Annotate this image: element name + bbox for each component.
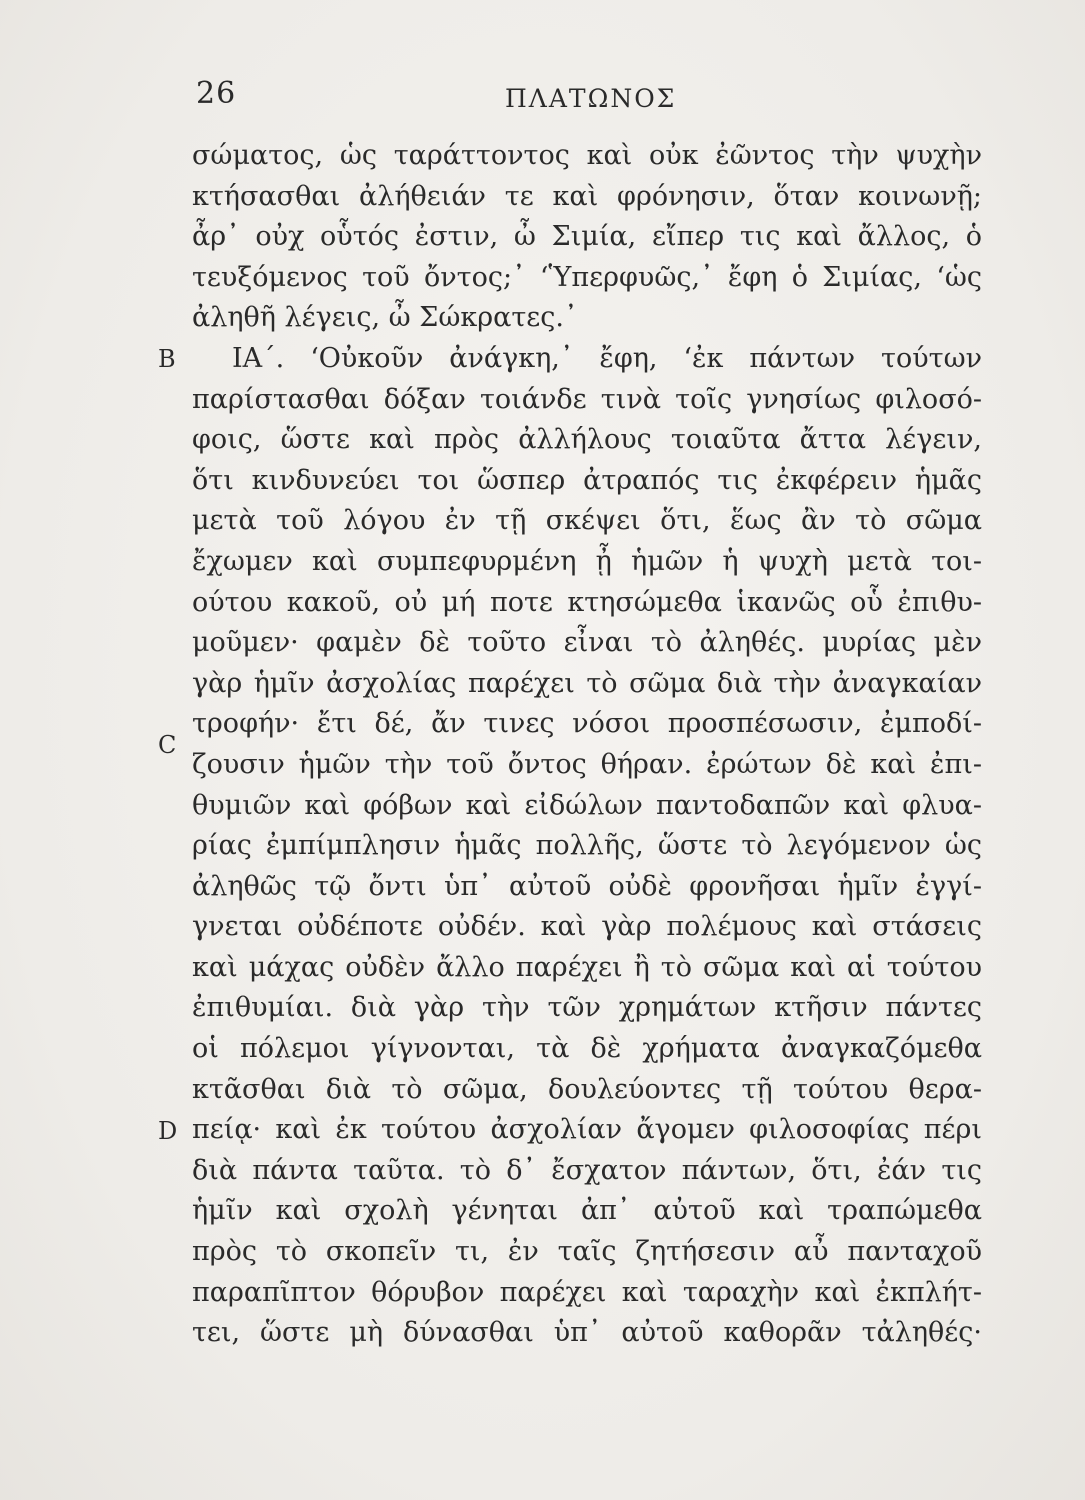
text-line: ρίας ἐμπίμπλησιν ἡμᾶς πολλῆς, ὥστε τὸ λεγόμενον ὡς bbox=[192, 830, 982, 862]
text-line: τει, ὥστε μὴ δύνασθαι ὑπ᾽ αὐτοῦ καθορᾶν τἀληθές· bbox=[192, 1317, 982, 1349]
text-line: κτᾶσθαι διὰ τὸ σῶμα, δουλεύοντες τῇ τούτου θερα- bbox=[192, 1073, 982, 1105]
text-line: παραπῖπτον θόρυβον παρέχει καὶ ταραχὴν καὶ ἐκπλήτ- bbox=[192, 1276, 982, 1308]
text-line: γὰρ ἡμῖν ἀσχολίας παρέχει τὸ σῶμα διὰ τὴν ἀναγκαίαν bbox=[192, 667, 982, 699]
text-line: διὰ πάντα ταῦτα. τὸ δ᾽ ἔσχατον πάντων, ὅτι, ἐάν τις bbox=[192, 1154, 982, 1186]
running-head: ΠΛΑΤΩΝΟΣ bbox=[505, 84, 677, 113]
text-line: φοις, ὥστε καὶ πρὸς ἀλλήλους τοιαῦτα ἄττα λέγειν, bbox=[192, 424, 982, 456]
text-line: ούτου κακοῦ, οὐ μή ποτε κτησώμεθα ἱκανῶς οὗ ἐπιθυ- bbox=[192, 586, 982, 618]
body-text bbox=[192, 136, 982, 1354]
text-line: ἆρ᾽ οὐχ οὗτός ἐστιν, ὦ Σιμία, εἴπερ τις καὶ ἄλλος, ὁ bbox=[192, 221, 982, 253]
text-line: παρίστασθαι δόξαν τοιάνδε τινὰ τοῖς γνησίως φιλοσό- bbox=[192, 383, 982, 415]
text-line: σώματος, ὡς ταράττοντος καὶ οὐκ ἐῶντος τὴν ψυχὴν bbox=[192, 140, 982, 171]
text-line: οἱ πόλεμοι γίγνονται, τὰ δὲ χρήματα ἀναγκαζόμεθα bbox=[192, 1033, 982, 1065]
text-line: ὅτι κινδυνεύει τοι ὥσπερ ἀτραπός τις ἐκφέρειν ἡμᾶς bbox=[192, 464, 982, 496]
margin-mark-b: B bbox=[158, 345, 176, 373]
text-line: θυμιῶν καὶ φόβων καὶ εἰδώλων παντοδαπῶν καὶ φλυα- bbox=[192, 789, 982, 821]
text-line: τευξόμενος τοῦ ὄντος;᾽ ‘Ὑπερφυῶς,᾽ ἔφη ὁ Σιμίας, ‘ὡς bbox=[192, 261, 982, 293]
page-number: 26 bbox=[196, 76, 237, 111]
text-line: μετὰ τοῦ λόγου ἐν τῇ σκέψει ὅτι, ἕως ἂν τὸ σῶμα bbox=[192, 505, 982, 537]
text-line: καὶ μάχας οὐδὲν ἄλλο παρέχει ἢ τὸ σῶμα καὶ αἱ τούτου bbox=[192, 951, 982, 983]
margin-mark-c: C bbox=[158, 731, 177, 759]
text-line: ἀληθῆ λέγεις, ὦ Σώκρατες.᾽ bbox=[192, 302, 578, 334]
margin-mark-d: D bbox=[158, 1117, 178, 1145]
text-line: πείᾳ· καὶ ἐκ τούτου ἀσχολίαν ἄγομεν φιλοσοφίας πέρι bbox=[192, 1114, 982, 1146]
text-line: τροφήν· ἔτι δέ, ἄν τινες νόσοι προσπέσωσιν, ἐμποδί- bbox=[192, 708, 982, 740]
text-line: μοῦμεν· φαμὲν δὲ τοῦτο εἶναι τὸ ἀληθές. μυρίας μὲν bbox=[192, 627, 982, 659]
text-line: γνεται οὐδέποτε οὐδέν. καὶ γὰρ πολέμους καὶ στάσεις bbox=[192, 911, 982, 943]
text-line: ἡμῖν καὶ σχολὴ γένηται ἀπ᾽ αὐτοῦ καὶ τραπώμεθα bbox=[192, 1195, 982, 1227]
text-line: κτήσασθαι ἀλήθειάν τε καὶ φρόνησιν, ὅταν κοινωνῇ; bbox=[192, 180, 982, 212]
text-line: ἀληθῶς τῷ ὄντι ὑπ᾽ αὐτοῦ οὐδὲ φρονῆσαι ἡμῖν ἐγγί- bbox=[192, 870, 982, 902]
text-line: ἐπιθυμίαι. διὰ γὰρ τὴν τῶν χρημάτων κτῆσιν πάντες bbox=[192, 992, 982, 1024]
text-line: πρὸς τὸ σκοπεῖν τι, ἐν ταῖς ζητήσεσιν αὖ πανταχοῦ bbox=[192, 1236, 982, 1268]
text-line: ζουσιν ἡμῶν τὴν τοῦ ὄντος θήραν. ἐρώτων δὲ καὶ ἐπι- bbox=[192, 748, 982, 780]
text-line: ἔχωμεν καὶ συμπεφυρμένη ᾖ ἡμῶν ἡ ψυχὴ μετὰ τοι- bbox=[192, 545, 982, 577]
text-line: ΙΑ΄. ‘Οὐκοῦν ἀνάγκη,᾽ ἔφη, ‘ἐκ πάντων τούτων bbox=[232, 342, 982, 374]
